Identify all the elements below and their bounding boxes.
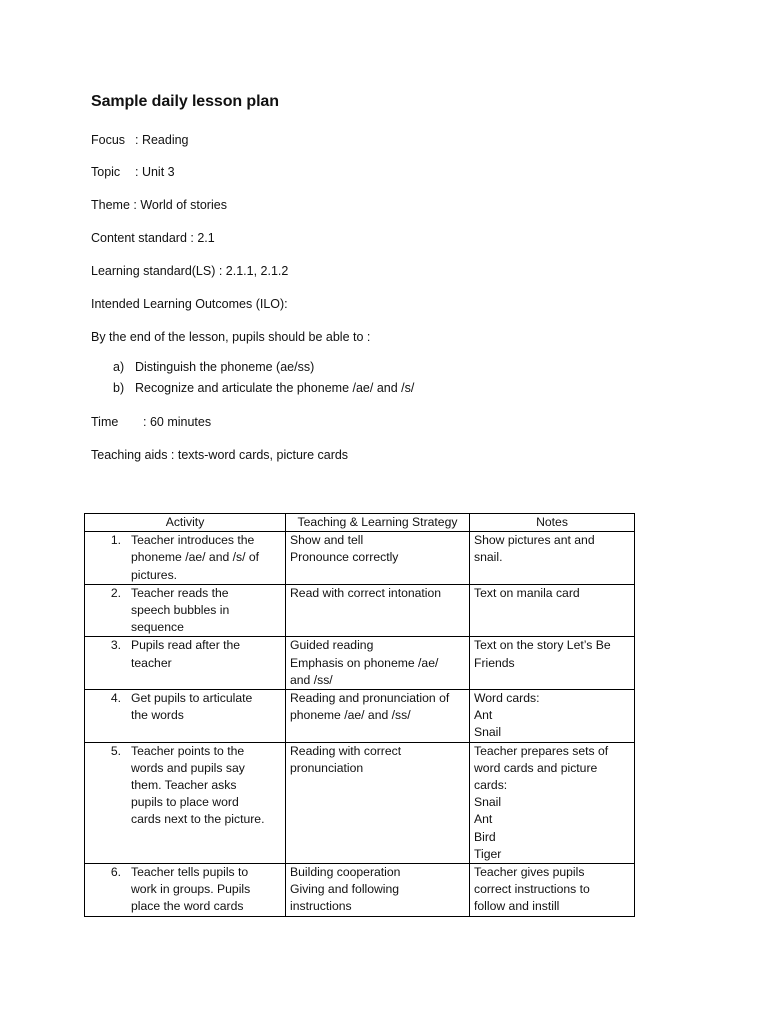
- notes-line: snail.: [474, 550, 503, 565]
- notes-line: Ant: [474, 708, 493, 723]
- notes-line: Word cards:: [474, 691, 540, 706]
- notes-line: Text on manila card: [474, 585, 580, 600]
- notes-line: cards:: [474, 778, 508, 793]
- strategy-cell: [286, 532, 470, 585]
- notes-line: Friends: [474, 655, 515, 670]
- list-item-text: Recognize and articulate the phoneme /ae/ and /s/: [135, 381, 415, 395]
- strategy-line: pronunciation: [290, 760, 364, 775]
- strategy-line: and /ss/: [290, 672, 333, 687]
- activity-line: cards next to the picture.: [131, 812, 265, 827]
- list-item: [91, 360, 414, 381]
- header-notes: Notes: [470, 514, 635, 532]
- strategy-line: Reading and pronunciation of: [290, 691, 450, 706]
- activity-line: teacher: [131, 655, 172, 670]
- activity-number: 5.: [110, 743, 121, 758]
- activity-number: 6.: [110, 865, 121, 880]
- activity-line: phoneme /ae/ and /s/ of: [131, 550, 260, 565]
- theme-line: [91, 198, 227, 212]
- activity-line: Teacher introduces the: [131, 533, 255, 548]
- table-body: [85, 532, 635, 916]
- notes-cell: [470, 532, 635, 585]
- activity-text: [131, 585, 281, 637]
- notes-cell: [470, 742, 635, 863]
- ilo-intro: By the end of the lesson, pupils should be able to :: [91, 330, 371, 344]
- table-header-row: [85, 514, 635, 532]
- notes-line: Teacher prepares sets of: [474, 743, 609, 758]
- activity-line: Teacher tells pupils to: [131, 865, 249, 880]
- teaching-aids: Teaching aids : texts-word cards, picture cards: [91, 448, 349, 462]
- activity-cell: [85, 637, 286, 690]
- activity-cell: [85, 532, 286, 585]
- activity-line: words and pupils say: [131, 760, 245, 775]
- activity-text: [131, 690, 281, 724]
- activity-line: Teacher reads the: [131, 585, 229, 600]
- table-row: [85, 637, 635, 690]
- activity-line: Get pupils to articulate: [131, 691, 253, 706]
- ilo-heading: Intended Learning Outcomes (ILO):: [91, 297, 288, 311]
- activity-text: [131, 532, 281, 584]
- focus-value: : Reading: [135, 133, 189, 147]
- strategy-line: Read with correct intonation: [290, 585, 442, 600]
- activity-text: [131, 637, 281, 671]
- strategy-line: Giving and following: [290, 882, 400, 897]
- strategy-cell: [286, 584, 470, 637]
- activity-cell: [85, 690, 286, 743]
- list-item: [91, 381, 414, 402]
- notes-line: correct instructions to: [474, 882, 590, 897]
- activity-line: the words: [131, 708, 184, 723]
- time-label: Time: [91, 415, 119, 429]
- list-marker: b): [113, 381, 125, 395]
- topic-label: Topic: [91, 165, 121, 179]
- strategy-line: Show and tell: [290, 533, 364, 548]
- table-row: [85, 584, 635, 637]
- activity-cell: [85, 864, 286, 917]
- strategy-line: Pronounce correctly: [290, 550, 399, 565]
- notes-line: Teacher gives pupils: [474, 865, 585, 880]
- theme-label: Theme: [91, 198, 130, 212]
- strategy-line: Emphasis on phoneme /ae/: [290, 655, 439, 670]
- activity-line: pupils to place word: [131, 795, 239, 810]
- notes-line: Snail: [474, 725, 502, 740]
- table-row: [85, 864, 635, 917]
- notes-cell: [470, 864, 635, 917]
- notes-line: Ant: [474, 812, 493, 827]
- focus-line: [91, 133, 189, 147]
- notes-line: Text on the story Let’s Be: [474, 638, 611, 653]
- strategy-cell: [286, 690, 470, 743]
- list-marker: a): [113, 360, 125, 374]
- lesson-plan-table: [84, 513, 635, 917]
- activity-cell: [85, 584, 286, 637]
- activity-line: speech bubbles in: [131, 603, 230, 618]
- activity-line: work in groups. Pupils: [131, 882, 251, 897]
- notes-line: word cards and picture: [474, 760, 598, 775]
- activity-number: 4.: [110, 691, 121, 706]
- time-line: [91, 415, 211, 429]
- notes-cell: [470, 584, 635, 637]
- topic-value: : Unit 3: [135, 165, 175, 179]
- header-activity: Activity: [85, 514, 286, 532]
- table-row: [85, 532, 635, 585]
- notes-line: Show pictures ant and: [474, 533, 595, 548]
- activity-number: 1.: [110, 533, 121, 548]
- activity-number: 3.: [110, 638, 121, 653]
- theme-value: : World of stories: [133, 198, 227, 212]
- activity-cell: [85, 742, 286, 863]
- content-standard: Content standard : 2.1: [91, 231, 215, 245]
- activity-line: Pupils read after the: [131, 638, 241, 653]
- notes-line: follow and instill: [474, 899, 560, 914]
- strategy-cell: [286, 864, 470, 917]
- strategy-cell: [286, 637, 470, 690]
- topic-line: [91, 165, 175, 179]
- notes-line: Tiger: [474, 846, 502, 861]
- activity-text: [131, 743, 281, 829]
- ilo-list: [91, 360, 414, 402]
- header-strategy: Teaching & Learning Strategy: [286, 514, 470, 532]
- strategy-line: Guided reading: [290, 638, 374, 653]
- activity-line: pictures.: [131, 567, 178, 582]
- table-row: [85, 742, 635, 863]
- strategy-line: Reading with correct: [290, 743, 402, 758]
- strategy-line: phoneme /ae/ and /ss/: [290, 708, 411, 723]
- time-value: : 60 minutes: [143, 415, 212, 429]
- activity-line: sequence: [131, 620, 184, 635]
- list-item-text: Distinguish the phoneme (ae/ss): [135, 360, 315, 374]
- activity-line: Teacher points to the: [131, 743, 245, 758]
- activity-number: 2.: [110, 585, 121, 600]
- strategy-line: Building cooperation: [290, 865, 401, 880]
- activity-line: place the word cards: [131, 899, 244, 914]
- notes-line: Snail: [474, 795, 502, 810]
- strategy-cell: [286, 742, 470, 863]
- focus-label: Focus: [91, 133, 126, 147]
- notes-cell: [470, 690, 635, 743]
- activity-text: [131, 864, 281, 916]
- notes-cell: [470, 637, 635, 690]
- notes-line: Bird: [474, 829, 496, 844]
- activity-line: them. Teacher asks: [131, 778, 237, 793]
- strategy-line: instructions: [290, 899, 352, 914]
- document-title: Sample daily lesson plan: [91, 93, 279, 110]
- table-row: [85, 690, 635, 743]
- learning-standard: Learning standard(LS) : 2.1.1, 2.1.2: [91, 264, 289, 278]
